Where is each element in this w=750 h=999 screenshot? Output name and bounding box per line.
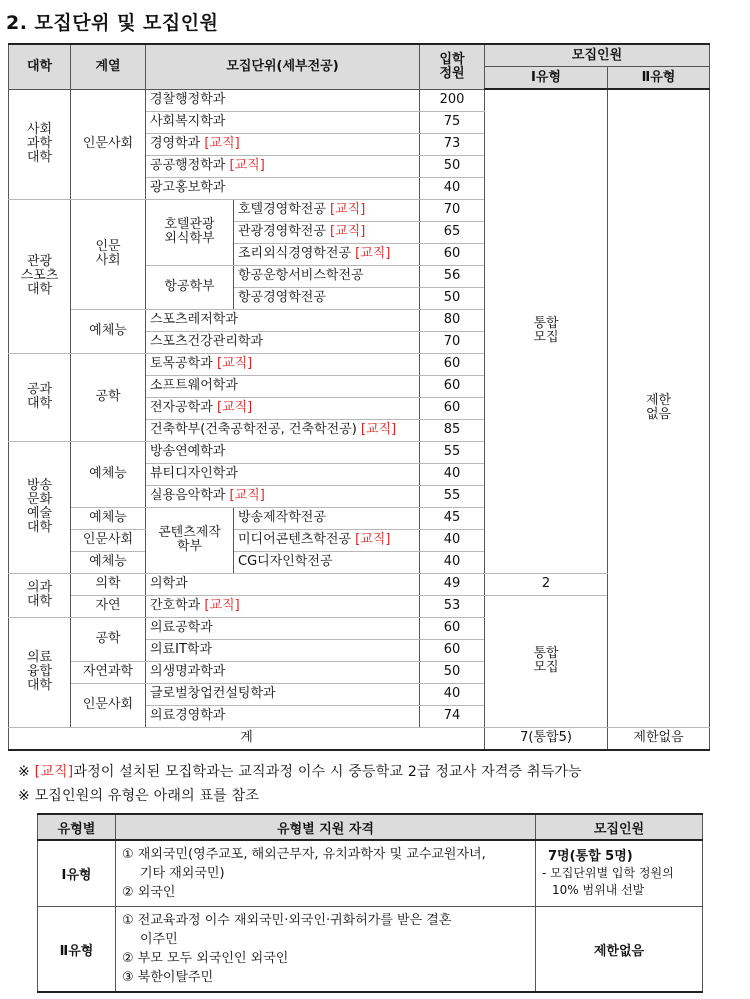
quota-cell: 40: [420, 463, 485, 485]
quota-cell: 60: [420, 375, 485, 397]
quota-cell: 70: [420, 331, 485, 353]
col-count: 모집인원: [536, 814, 703, 840]
quota-cell: 40: [420, 177, 485, 199]
quota-cell: 60: [420, 397, 485, 419]
quota-cell: 55: [420, 485, 485, 507]
col-field: 계열: [71, 44, 146, 89]
type2-label: Ⅱ유형: [38, 907, 116, 993]
college-cell: 의과 대학: [9, 573, 71, 617]
type1-medical-cell: 2: [485, 573, 608, 595]
division-cell: 항공학부: [146, 265, 234, 309]
type1-qualification: ① 재외국민(영주교포, 해외근무자, 유치과학자 및 교수교원자녀, 기타 재외국민) ② 외국인: [116, 840, 536, 907]
field-cell: 공학: [71, 353, 146, 441]
field-cell: 예체능: [71, 441, 146, 507]
unit-cell: 방송연예학과: [146, 441, 420, 463]
gyojik-tag: [교직]: [330, 224, 366, 239]
unit-cell: 소프트웨어학과: [146, 375, 420, 397]
quota-cell: 50: [420, 287, 485, 309]
unit-cell: 사회복지학과: [146, 111, 420, 133]
quota-cell: 40: [420, 551, 485, 573]
gyojik-tag: [교직]: [229, 488, 265, 503]
unit-cell: 뷰티디자인학과: [146, 463, 420, 485]
field-cell: 인문 사회: [71, 199, 146, 309]
quota-cell: 40: [420, 683, 485, 705]
college-cell: 방송 문화 예술 대학: [9, 441, 71, 573]
field-cell: 예체능: [71, 309, 146, 353]
gyojik-tag: [교직]: [204, 598, 240, 613]
unit-cell: 의료IT학과: [146, 639, 420, 661]
quota-cell: 50: [420, 661, 485, 683]
college-cell: 공과 대학: [9, 353, 71, 441]
quota-cell: 70: [420, 199, 485, 221]
total-type1: 7(통합5): [485, 727, 608, 750]
type1-label: Ⅰ유형: [38, 840, 116, 907]
col-type: 유형별: [38, 814, 116, 840]
note-types: ※ 모집인원의 유형은 아래의 표를 참조: [18, 788, 260, 804]
gyojik-tag: [교직]: [216, 400, 253, 415]
unit-cell: 스포츠레저학과: [146, 309, 420, 331]
quota-cell: 60: [420, 353, 485, 375]
recruitment-table: [8, 43, 710, 751]
unit-cell: 실용음악학과 [교직]: [146, 485, 420, 507]
col-college: 대학: [9, 44, 71, 89]
field-cell: 예체능: [71, 551, 146, 573]
field-cell: 자연: [71, 595, 146, 617]
total-type2: 제한없음: [608, 727, 710, 750]
unit-cell: 항공운항서비스학전공: [234, 265, 420, 287]
field-cell: 자연과학: [71, 661, 146, 683]
quota-cell: 40: [420, 529, 485, 551]
quota-cell: 50: [420, 155, 485, 177]
field-cell: 예체능: [71, 507, 146, 529]
quota-cell: 65: [420, 221, 485, 243]
gyojik-tag: [교직]: [204, 136, 240, 151]
col-type1: Ⅰ유형: [485, 67, 608, 90]
unit-cell: 미디어콘텐츠학전공 [교직]: [234, 529, 420, 551]
unit-cell: 공공행정학과 [교직]: [146, 155, 420, 177]
unit-cell: 호텔경영학전공 [교직]: [234, 199, 420, 221]
type1-merged-cell: 통합 모집: [485, 595, 608, 727]
quota-cell: 85: [420, 419, 485, 441]
unit-cell: 전자공학과 [교직]: [146, 397, 420, 419]
type2-qualification: ① 전교육과정 이수 재외국민·외국인·귀화허가를 받은 결혼 이주민 ② 부모 모두 외국인인 외국인 ③ 북한이탈주민: [116, 907, 536, 993]
unit-cell: 의학과: [146, 573, 420, 595]
unit-cell: 의료경영학과: [146, 705, 420, 727]
type1-merged-cell: 통합 모집: [485, 89, 608, 573]
quota-cell: 200: [420, 89, 485, 111]
quota-cell: 60: [420, 617, 485, 639]
field-cell: 공학: [71, 617, 146, 661]
quota-cell: 53: [420, 595, 485, 617]
unit-cell: 의생명과학과: [146, 661, 420, 683]
page-title: 2. 모집단위 및 모집인원: [6, 12, 219, 34]
quota-cell: 75: [420, 111, 485, 133]
unit-cell: 항공경영학전공: [234, 287, 420, 309]
quota-cell: 60: [420, 639, 485, 661]
type2-count: 제한없음: [536, 907, 703, 993]
gyojik-tag: [교직]: [355, 246, 391, 261]
quota-cell: 55: [420, 441, 485, 463]
unit-cell: 관광경영학전공 [교직]: [234, 221, 420, 243]
unit-cell: 경찰행정학과: [146, 89, 420, 111]
quota-cell: 45: [420, 507, 485, 529]
division-cell: 호텔관광 외식학부: [146, 199, 234, 265]
gyojik-tag: [교직]: [216, 356, 253, 371]
quota-cell: 73: [420, 133, 485, 155]
unit-cell: 광고홍보학과: [146, 177, 420, 199]
col-unit: 모집단위(세부전공): [146, 44, 420, 89]
col-recruit: 모집인원: [485, 44, 710, 67]
field-cell: 인문사회: [71, 89, 146, 199]
field-cell: 인문사회: [71, 529, 146, 551]
note-teaching: ※ [교직]과정이 설치된 모집학과는 교직과정 이수 시 중등학교 2급 정교사 자격증 취득가능: [18, 764, 582, 780]
unit-cell: 의료공학과: [146, 617, 420, 639]
quota-cell: 56: [420, 265, 485, 287]
unit-cell: 스포츠건강관리학과: [146, 331, 420, 353]
col-type2: Ⅱ유형: [608, 67, 710, 90]
unit-cell: 조리외식경영학전공 [교직]: [234, 243, 420, 265]
unit-cell: CG디자인학전공: [234, 551, 420, 573]
unit-cell: 방송제작학전공: [234, 507, 420, 529]
gyojik-tag: [교직]: [34, 764, 74, 780]
college-cell: 관광 스포츠 대학: [9, 199, 71, 353]
gyojik-tag: [교직]: [330, 202, 366, 217]
college-cell: 의료 융합 대학: [9, 617, 71, 727]
gyojik-tag: [교직]: [360, 422, 397, 437]
quota-cell: 80: [420, 309, 485, 331]
unit-cell: 토목공학과 [교직]: [146, 353, 420, 375]
col-quota: 입학 정원: [420, 44, 485, 89]
unit-cell: 건축학부(건축공학전공, 건축학전공) [교직]: [146, 419, 420, 441]
unit-cell: 경영학과 [교직]: [146, 133, 420, 155]
col-qualification: 유형별 지원 자격: [116, 814, 536, 840]
quota-cell: 74: [420, 705, 485, 727]
gyojik-tag: [교직]: [229, 158, 265, 173]
quota-cell: 60: [420, 243, 485, 265]
type1-count: 7명(통합 5명) - 모집단위별 입학 정원의 10% 범위내 선발: [536, 840, 703, 907]
gyojik-tag: [교직]: [355, 532, 391, 547]
field-cell: 의학: [71, 573, 146, 595]
unit-cell: 간호학과 [교직]: [146, 595, 420, 617]
quota-cell: 49: [420, 573, 485, 595]
unit-cell: 글로벌창업컨설팅학과: [146, 683, 420, 705]
type-table: [37, 813, 703, 993]
type2-merged-cell: 제한 없음: [608, 89, 710, 727]
field-cell: 인문사회: [71, 683, 146, 727]
division-cell: 콘텐츠제작 학부: [146, 507, 234, 573]
college-cell: 사회 과학 대학: [9, 89, 71, 199]
total-label: 계: [9, 727, 485, 750]
